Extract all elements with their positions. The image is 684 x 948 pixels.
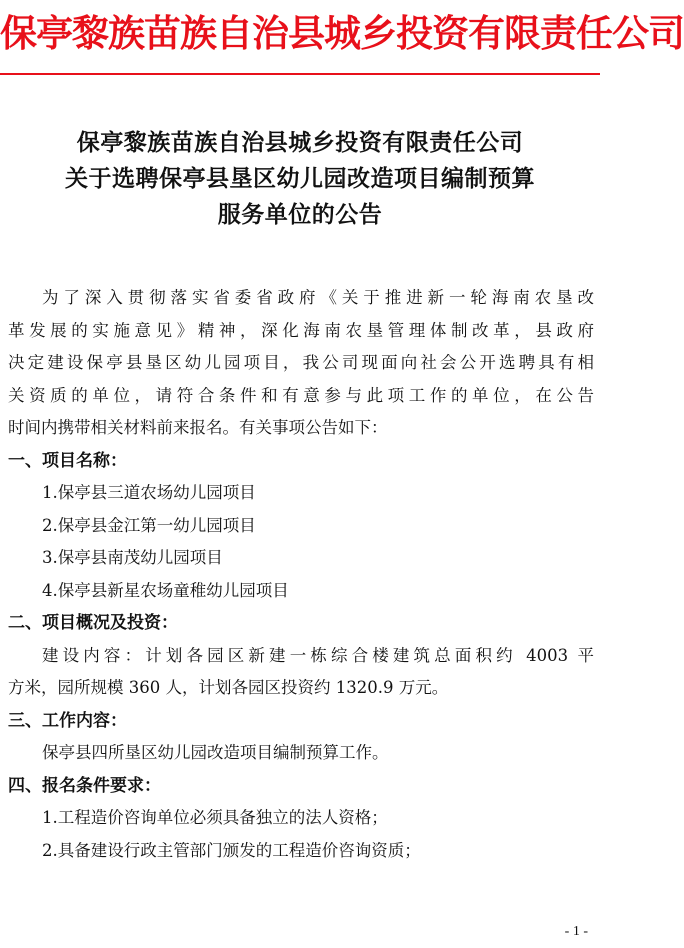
work-content-line: 保亭县四所垦区幼儿园改造项目编制预算工作。 <box>42 743 389 762</box>
intro-line: 革发展的实施意见》精神，深化海南农垦管理体制改革，县政府 <box>8 320 594 340</box>
title-line-1: 保亭黎族苗族自治县城乡投资有限责任公司 <box>76 130 524 156</box>
list-item: 3.保亭县南茂幼儿园项目 <box>42 548 223 567</box>
title-line-2: 关于选聘保亭县垦区幼儿园改造项目编制预算 <box>65 166 535 192</box>
intro-line: 为了深入贯彻落实省委省政府《关于推进新一轮海南农垦改 <box>42 288 594 307</box>
list-item: 1.保亭县三道农场幼儿园项目 <box>42 483 256 502</box>
section-heading-project-name: 一、项目名称： <box>8 450 127 471</box>
list-item: 2.具备建设行政主管部门颁发的工程造价咨询资质； <box>42 840 421 860</box>
list-item: 4.保亭县新星农场童稚幼儿园项目 <box>42 580 289 600</box>
letterhead-divider <box>0 73 600 75</box>
announcement-title <box>0 125 600 233</box>
announcement-body <box>8 282 594 867</box>
letterhead-org-name: 保亭黎族苗族自治县城乡投资有限责任公司 <box>0 12 684 55</box>
page-number: - 1 - <box>564 924 588 939</box>
intro-line: 时间内携带相关材料前来报名。有关事项公告如下： <box>8 418 388 437</box>
overview-line: 方米，园所规模 360 人，计划各园区投资约 1320.9 万元。 <box>8 678 449 697</box>
overview-line: 建设内容：计划各园区新建一栋综合楼建筑总面积约 4003 平 <box>42 645 594 665</box>
intro-line: 决定建设保亭县垦区幼儿园项目，我公司现面向社会公开选聘具有相 <box>8 353 594 372</box>
title-line-3: 服务单位的公告 <box>217 202 383 228</box>
intro-line: 关资质的单位，请符合条件和有意参与此项工作的单位，在公告 <box>8 385 594 405</box>
list-item: 2.保亭县金江第一幼儿园项目 <box>42 515 256 535</box>
section-heading-requirements: 四、报名条件要求： <box>8 775 161 796</box>
section-heading-overview: 二、项目概况及投资： <box>8 613 178 633</box>
list-item: 1.工程造价咨询单位必须具备独立的法人资格； <box>42 808 388 827</box>
section-heading-work-content: 三、工作内容： <box>8 710 127 731</box>
